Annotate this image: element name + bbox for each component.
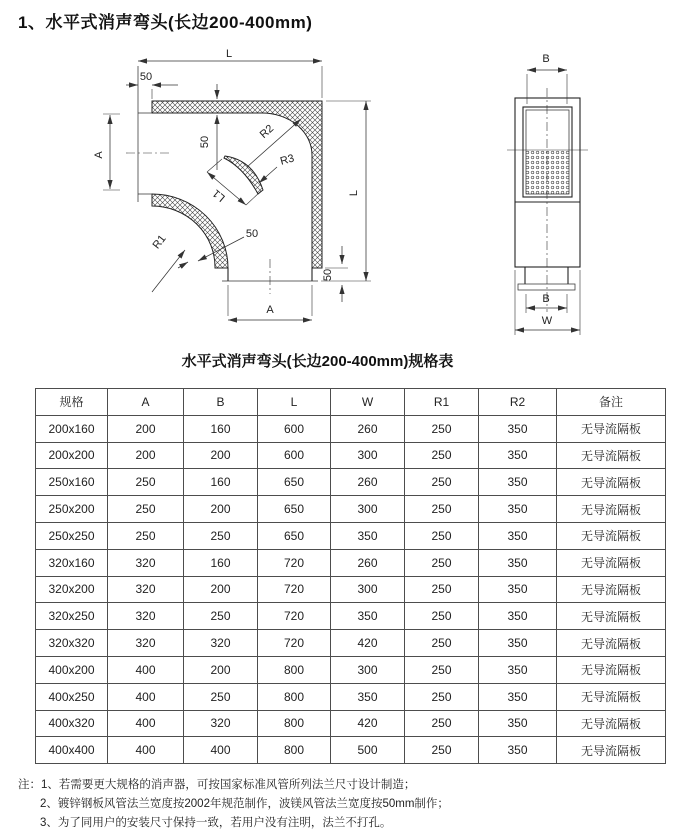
col-header-spec: 规格	[36, 389, 108, 416]
col-header-a: A	[108, 389, 184, 416]
dim-R3-label: R3	[278, 152, 296, 168]
elbow-plan-drawing	[85, 45, 385, 345]
table-row: 400x400 400 400 800 500 250 350 无导流隔板	[36, 737, 666, 764]
dim-L-right-label: L	[348, 189, 360, 197]
dim-R1-label: R1	[150, 232, 169, 252]
dim-50-wall-label: 50	[199, 135, 211, 149]
note-line: 注：1、若需要更大规格的消声器，可按国家标准风管所列法兰尺寸设计制造；	[18, 779, 416, 791]
table-row: 400x200 400 200 800 300 250 350 无导流隔板	[36, 656, 666, 683]
spec-table-body	[36, 415, 666, 763]
dim-L1	[207, 172, 246, 205]
inlet-wall-lines	[138, 113, 152, 194]
outer-wall	[152, 101, 322, 268]
dim-50-inner-label: 50	[245, 228, 259, 240]
table-row: 250x160 250 160 650 260 250 350 无导流隔板	[36, 469, 666, 496]
dim-B-top-label: B	[542, 53, 550, 65]
note-line: 3、为了同用户的安装尺寸保持一致，若用户没有注明，法兰不打孔。	[40, 817, 392, 829]
leader-R1	[152, 250, 185, 292]
table-row: 400x320 400 320 800 420 250 350 无导流隔板	[36, 710, 666, 737]
guide-vane	[224, 156, 263, 194]
page-title: 1、水平式消声弯头(长边200-400mm)	[18, 13, 313, 32]
dim-50-flange-label: 50	[322, 268, 334, 282]
note-line: 2、镀锌钢板风管法兰宽度按2002年规范制作，波镁风管法兰宽度按50mm制作；	[40, 798, 449, 810]
side-flange	[518, 284, 575, 290]
table-title: 水平式消声弯头(长边200-400mm)规格表	[181, 353, 454, 370]
table-row: 250x250 250 250 650 350 250 350 无导流隔板	[36, 522, 666, 549]
notes-block	[18, 776, 449, 833]
dim-50-collar-label: 50	[139, 71, 153, 83]
table-row: 400x250 400 250 800 350 250 350 无导流隔板	[36, 683, 666, 710]
col-header-w: W	[331, 389, 405, 416]
table-row: 320x320 320 320 720 420 250 350 无导流隔板	[36, 630, 666, 657]
table-row: 320x250 320 250 720 350 250 350 无导流隔板	[36, 603, 666, 630]
leader-R3	[259, 167, 277, 183]
col-header-l: L	[258, 389, 331, 416]
col-header-r1: R1	[405, 389, 479, 416]
col-header-remark: 备注	[557, 389, 666, 416]
table-header-row	[36, 389, 666, 416]
perforated-panel	[527, 150, 569, 194]
spec-table	[35, 388, 666, 764]
dim-L1-label: L1	[210, 186, 228, 204]
col-header-b: B	[184, 389, 258, 416]
dim-L-top-label: L	[225, 48, 233, 60]
table-row: 320x160 320 160 720 260 250 350 无导流隔板	[36, 549, 666, 576]
table-row: 200x160 200 160 600 260 250 350 无导流隔板	[36, 415, 666, 442]
table-row: 200x200 200 200 600 300 250 350 无导流隔板	[36, 442, 666, 469]
elbow-side-drawing	[495, 45, 605, 345]
dim-R2-label: R2	[257, 122, 277, 141]
col-header-r2: R2	[479, 389, 557, 416]
inner-wall	[152, 194, 228, 268]
dim-A-bottom-label: A	[266, 304, 274, 316]
dim-B-bottom-label: B	[542, 293, 550, 305]
dim-W-label: W	[541, 315, 553, 327]
side-duct-walls	[525, 267, 568, 284]
table-row: 250x200 250 200 650 300 250 350 无导流隔板	[36, 496, 666, 523]
dim-A-left-label: A	[93, 151, 105, 159]
table-row: 320x200 320 200 720 300 250 350 无导流隔板	[36, 576, 666, 603]
